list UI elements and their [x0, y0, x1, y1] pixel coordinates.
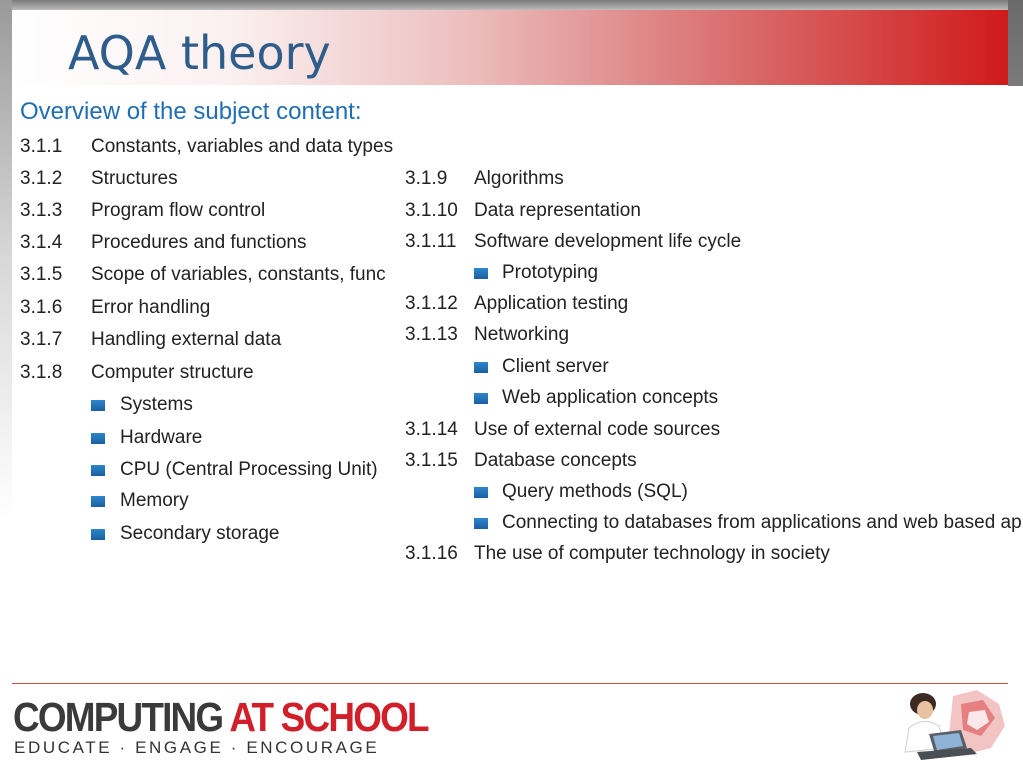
subtopic-item	[474, 479, 688, 505]
topic-number: 3.1.9	[405, 168, 448, 189]
topic-item	[405, 166, 564, 192]
subtopic-label: Connecting to databases from applications and web based ap	[502, 512, 1022, 533]
topic-label: Software development life cycle	[474, 231, 742, 252]
topic-number: 3.1.14	[405, 419, 458, 440]
topic-number: 3.1.8	[20, 362, 63, 383]
subtopic-item	[91, 521, 280, 547]
topic-item	[20, 166, 178, 192]
topic-number: 3.1.1	[20, 136, 63, 157]
topic-number: 3.1.10	[405, 200, 458, 221]
slide-subtitle: Overview of the subject content:	[20, 98, 362, 125]
topic-item	[405, 541, 830, 567]
square-bullet-icon	[91, 465, 105, 476]
topic-label: Application testing	[474, 293, 629, 314]
square-bullet-icon	[474, 487, 488, 498]
square-bullet-icon	[474, 518, 488, 529]
topic-item	[20, 262, 396, 288]
subtopic-item	[91, 392, 193, 418]
subtopic-label: Memory	[120, 490, 189, 511]
square-bullet-icon	[474, 393, 488, 404]
slide-title: AQA theory	[68, 26, 331, 80]
topic-item	[20, 327, 281, 353]
topic-label: Networking	[474, 324, 570, 345]
logo-computing-text: COMPUTING	[13, 694, 223, 740]
topic-label: Error handling	[91, 297, 211, 318]
topic-item	[405, 417, 720, 443]
topic-item	[405, 291, 628, 317]
square-bullet-icon	[91, 433, 105, 444]
topic-label: Program flow control	[91, 200, 266, 221]
topic-number: 3.1.2	[20, 168, 63, 189]
subtopic-item	[91, 425, 202, 451]
topic-label: Database concepts	[474, 450, 637, 471]
topic-item	[20, 295, 210, 321]
square-bullet-icon	[91, 496, 105, 507]
topic-label: Procedures and functions	[91, 232, 307, 253]
subtopic-item	[474, 354, 609, 380]
topic-item	[20, 198, 265, 224]
topic-number: 3.1.12	[405, 293, 458, 314]
topic-number: 3.1.16	[405, 543, 458, 564]
topic-label: Scope of variables, constants, func	[91, 264, 386, 285]
topic-number: 3.1.13	[405, 324, 458, 345]
topic-label: Structures	[91, 168, 178, 189]
subtopic-label: Systems	[120, 394, 193, 415]
subtopic-item	[474, 510, 1023, 536]
logo-tagline: EDUCATE · ENGAGE · ENCOURAGE	[14, 738, 380, 757]
subtopic-label: Secondary storage	[120, 523, 280, 544]
subtopic-label: Hardware	[120, 427, 203, 448]
topic-number: 3.1.11	[405, 231, 457, 252]
subtopic-item	[474, 260, 598, 286]
footer-divider	[12, 683, 1008, 684]
square-bullet-icon	[474, 268, 488, 279]
topic-label: Computer structure	[91, 362, 254, 383]
subtopic-label: CPU (Central Processing Unit)	[120, 459, 378, 480]
topic-number: 3.1.15	[405, 450, 458, 471]
topic-item	[20, 230, 306, 256]
topic-label: Handling external data	[91, 329, 282, 350]
left-edge-shade	[0, 0, 12, 520]
topic-item	[405, 198, 641, 224]
subtopic-label: Query methods (SQL)	[502, 481, 688, 502]
topic-item	[405, 448, 637, 474]
subtopic-label: Web application concepts	[502, 387, 719, 408]
topic-label: Use of external code sources	[474, 419, 721, 440]
topic-label: Data representation	[474, 200, 641, 221]
student-laptop-icon	[895, 688, 1007, 766]
subtopic-item	[474, 385, 718, 411]
subtopic-item	[91, 457, 378, 483]
square-bullet-icon	[91, 400, 105, 411]
topic-item	[405, 229, 741, 255]
topic-number: 3.1.3	[20, 200, 63, 221]
subtopic-label: Client server	[502, 356, 609, 377]
subtopic-item	[91, 488, 189, 514]
logo-at-school-text: AT SCHOOL	[229, 694, 428, 740]
topic-number: 3.1.6	[20, 297, 63, 318]
topic-label: Constants, variables and data types	[91, 136, 394, 157]
topic-number: 3.1.7	[20, 329, 63, 350]
topic-item	[405, 322, 569, 348]
topic-number: 3.1.4	[20, 232, 63, 253]
topic-label: Algorithms	[474, 168, 564, 189]
topic-label: The use of computer technology in society	[474, 543, 830, 564]
topic-item	[20, 360, 254, 386]
topic-item	[20, 134, 393, 160]
square-bullet-icon	[91, 529, 105, 540]
cas-logo	[13, 694, 428, 741]
square-bullet-icon	[474, 362, 488, 373]
topic-number: 3.1.5	[20, 264, 63, 285]
subtopic-label: Prototyping	[502, 262, 599, 283]
